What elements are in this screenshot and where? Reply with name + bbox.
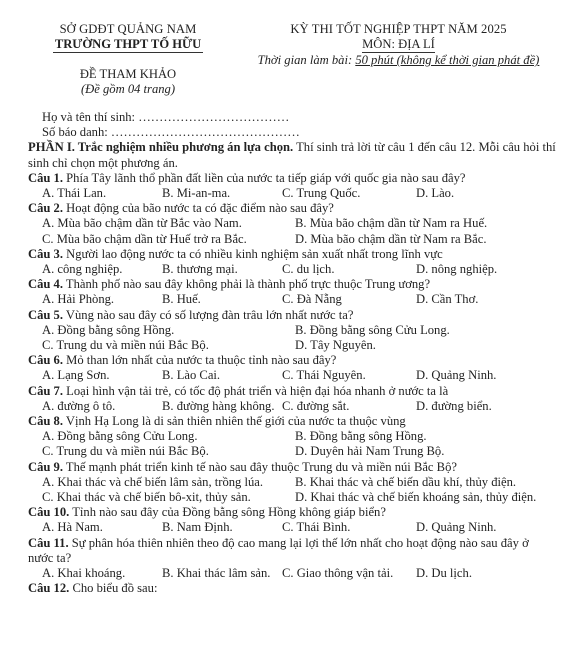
question-4 bbox=[28, 277, 556, 307]
answer-option-b: B. Nam Định. bbox=[162, 520, 233, 535]
answer-option-d: D. Tây Nguyên. bbox=[295, 338, 376, 353]
answer-option-a: A. Khai thác và chế biến lâm sản, trồng lúa. bbox=[42, 474, 264, 489]
question-stem bbox=[28, 171, 556, 186]
question-number: Câu 9. bbox=[28, 459, 63, 474]
answer-option-a: A. Hà Nam. bbox=[42, 520, 103, 535]
answer-option-d: D. nông nghiệp. bbox=[416, 262, 498, 277]
question-12 bbox=[28, 581, 556, 596]
answer-option-c: C. du lịch. bbox=[282, 262, 335, 277]
question-number: Câu 10. bbox=[28, 505, 70, 520]
exam-page bbox=[28, 8, 556, 597]
answer-options bbox=[28, 520, 556, 535]
answer-option-b: B. Lào Cai. bbox=[162, 368, 221, 383]
answer-option-d: D. Lào. bbox=[416, 186, 455, 201]
answer-options bbox=[28, 475, 556, 505]
answer-option-a: A. Thái Lan. bbox=[42, 186, 107, 201]
answer-option-c: C. Trung du và miền núi Bắc Bộ. bbox=[42, 338, 209, 353]
time-note bbox=[241, 53, 556, 68]
answer-option-c: C. Khai thác và chế biến bô-xit, thủy sản. bbox=[42, 490, 251, 505]
question-text: Thế mạnh phát triển kinh tế nào sau đây thuộc Trung du và miền núi Bắc Bộ? bbox=[63, 459, 457, 474]
answer-options bbox=[28, 292, 556, 307]
question-number: Câu 12. bbox=[28, 581, 70, 596]
answer-option-c: C. Đà Nẵng bbox=[282, 292, 342, 307]
question-8 bbox=[28, 414, 556, 460]
question-number: Câu 6. bbox=[28, 353, 63, 368]
answer-option-a: A. Đồng bằng sông Cửu Long. bbox=[42, 429, 198, 444]
answer-option-c: C. đường sắt. bbox=[282, 398, 350, 413]
question-number: Câu 2. bbox=[28, 201, 63, 216]
question-text: Sự phân hóa thiên nhiên theo độ cao mang lại lợi thế lớn nhất cho hoạt động nào sau đây ở nước ta? bbox=[28, 535, 529, 565]
question-2 bbox=[28, 201, 556, 247]
question-number: Câu 11. bbox=[28, 535, 69, 550]
student-name-line: Họ và tên thí sinh: ……………………………… bbox=[42, 110, 290, 124]
question-text: Vịnh Hạ Long là di sản thiên nhiên thế giới của nước ta thuộc vùng bbox=[63, 414, 406, 429]
question-number: Câu 3. bbox=[28, 246, 63, 261]
question-stem bbox=[28, 201, 556, 216]
question-5 bbox=[28, 308, 556, 354]
question-stem bbox=[28, 581, 556, 596]
school-name: TRƯỜNG THPT TỐ HỮU bbox=[54, 37, 202, 52]
answer-option-a: A. Mùa bão chậm dần từ Bắc vào Nam. bbox=[42, 216, 242, 231]
question-7 bbox=[28, 384, 556, 414]
part-1-instruction: Thí sinh trả lời từ câu 1 đến câu 12. Mỗi câu hỏi thí sinh chỉ chọn một phương án. bbox=[28, 140, 556, 170]
question-stem bbox=[28, 277, 556, 292]
student-id-line: Số báo danh: ……………………………………… bbox=[42, 125, 300, 140]
question-text: Mỏ than lớn nhất của nước ta thuộc tỉnh nào sau đây? bbox=[63, 353, 337, 368]
answer-options bbox=[28, 216, 556, 246]
answer-options bbox=[28, 566, 556, 581]
question-stem bbox=[28, 414, 556, 429]
exam-title: KỲ THI TỐT NGHIỆP THPT NĂM 2025 bbox=[290, 22, 507, 36]
answer-options bbox=[28, 262, 556, 277]
part-1-heading bbox=[28, 140, 556, 170]
header-right bbox=[241, 22, 556, 68]
exam-header bbox=[28, 8, 556, 108]
answer-option-d: D. Quảng Ninh. bbox=[416, 520, 497, 535]
exam-type: ĐỀ THAM KHẢO bbox=[79, 67, 177, 82]
question-stem bbox=[28, 308, 556, 323]
question-text: Phía Tây lãnh thổ phần đất liền của nước ta tiếp giáp với quốc gia nào sau đây? bbox=[63, 170, 466, 185]
question-text: Cho biểu đồ sau: bbox=[69, 581, 158, 596]
answer-options bbox=[28, 186, 556, 201]
answer-option-b: B. Huế. bbox=[162, 292, 201, 307]
answer-option-b: B. Khai thác lâm sản. bbox=[162, 566, 271, 581]
time-value: 50 phút (không kể thời gian phát đề) bbox=[355, 53, 540, 68]
question-number: Câu 8. bbox=[28, 414, 63, 429]
answer-option-b: B. Đồng bằng sông Hồng. bbox=[295, 429, 427, 444]
answer-option-c: C. Giao thông vận tải. bbox=[282, 566, 394, 581]
question-6 bbox=[28, 353, 556, 383]
answer-option-d: D. Duyên hải Nam Trung Bộ. bbox=[295, 444, 445, 459]
student-info bbox=[28, 110, 556, 140]
answer-option-c: C. Thái Nguyên. bbox=[282, 368, 366, 383]
question-text: Người lao động nước ta có nhiều kinh nghiệm sản xuất nhất trong lĩnh vực bbox=[63, 246, 443, 261]
part-1-title: PHẦN I. Trắc nghiệm nhiều phương án lựa chọn. bbox=[28, 140, 294, 155]
question-stem bbox=[28, 353, 556, 368]
answer-option-c: C. Mùa bão chậm dần từ Huế trở ra Bắc. bbox=[42, 231, 247, 246]
answer-option-c: C. Thái Bình. bbox=[282, 520, 351, 535]
question-stem bbox=[28, 384, 556, 399]
answer-options bbox=[28, 399, 556, 414]
subject-name: MÔN: ĐỊA LÍ bbox=[362, 37, 435, 52]
answer-option-a: A. Khai khoáng. bbox=[42, 566, 126, 581]
question-9 bbox=[28, 460, 556, 506]
question-10 bbox=[28, 505, 556, 535]
answer-option-d: D. Du lịch. bbox=[416, 566, 472, 581]
question-number: Câu 4. bbox=[28, 277, 63, 292]
question-text: Vùng nào sau đây có số lượng đàn trâu lớn nhất nước ta? bbox=[63, 307, 354, 322]
question-stem bbox=[28, 536, 556, 566]
answer-options bbox=[28, 429, 556, 459]
question-text: Tỉnh nào sau đây của Đồng bằng sông Hồng không giáp biển? bbox=[69, 505, 386, 520]
question-stem bbox=[28, 505, 556, 520]
answer-option-b: B. Mi-an-ma. bbox=[162, 186, 231, 201]
department-name: SỞ GDĐT QUẢNG NAM bbox=[59, 22, 197, 36]
answer-option-b: B. thương mại. bbox=[162, 262, 238, 277]
page-count-note: (Đề gồm 04 trang) bbox=[80, 82, 176, 97]
answer-option-b: B. Đồng bằng sông Cửu Long. bbox=[295, 322, 450, 337]
answer-options bbox=[28, 368, 556, 383]
question-3 bbox=[28, 247, 556, 277]
answer-option-b: B. đường hàng không. bbox=[162, 398, 275, 413]
question-number: Câu 7. bbox=[28, 383, 63, 398]
answer-option-a: A. Hải Phòng. bbox=[42, 292, 115, 307]
answer-option-c: C. Trung Quốc. bbox=[282, 186, 361, 201]
answer-option-a: A. đường ô tô. bbox=[42, 398, 116, 413]
answer-options bbox=[28, 323, 556, 353]
answer-option-d: D. Cần Thơ. bbox=[416, 292, 479, 307]
answer-option-d: D. Khai thác và chế biến khoáng sản, thủy điện. bbox=[295, 490, 537, 505]
answer-option-d: D. đường biển. bbox=[416, 398, 492, 413]
answer-option-a: A. Đồng bằng sông Hồng. bbox=[42, 322, 175, 337]
question-number: Câu 1. bbox=[28, 170, 63, 185]
answer-option-b: B. Khai thác và chế biến dầu khí, thủy điện. bbox=[295, 474, 517, 489]
answer-option-d: D. Mùa bão chậm dần từ Nam ra Bắc. bbox=[295, 231, 487, 246]
question-11 bbox=[28, 536, 556, 582]
question-stem bbox=[28, 247, 556, 262]
header-left bbox=[28, 22, 228, 98]
question-number: Câu 5. bbox=[28, 307, 63, 322]
question-text: Hoạt động của bão nước ta có đặc điểm nào sau đây? bbox=[63, 201, 334, 216]
answer-option-b: B. Mùa bão chậm dần từ Nam ra Huế. bbox=[295, 216, 488, 231]
question-list bbox=[28, 171, 556, 597]
answer-option-d: D. Quảng Ninh. bbox=[416, 368, 497, 383]
answer-option-a: A. công nghiệp. bbox=[42, 262, 123, 277]
question-text: Thành phố nào sau đây không phải là thành phố trực thuộc Trung ương? bbox=[63, 277, 431, 292]
answer-option-c: C. Trung du và miền núi Bắc Bộ. bbox=[42, 444, 209, 459]
time-prefix: Thời gian làm bài: bbox=[257, 53, 356, 68]
question-text: Loại hình vận tải trẻ, có tốc độ phát triển và hiện đại hóa nhanh ở nước ta là bbox=[63, 383, 449, 398]
question-stem bbox=[28, 460, 556, 475]
question-1 bbox=[28, 171, 556, 201]
answer-option-a: A. Lạng Sơn. bbox=[42, 368, 110, 383]
